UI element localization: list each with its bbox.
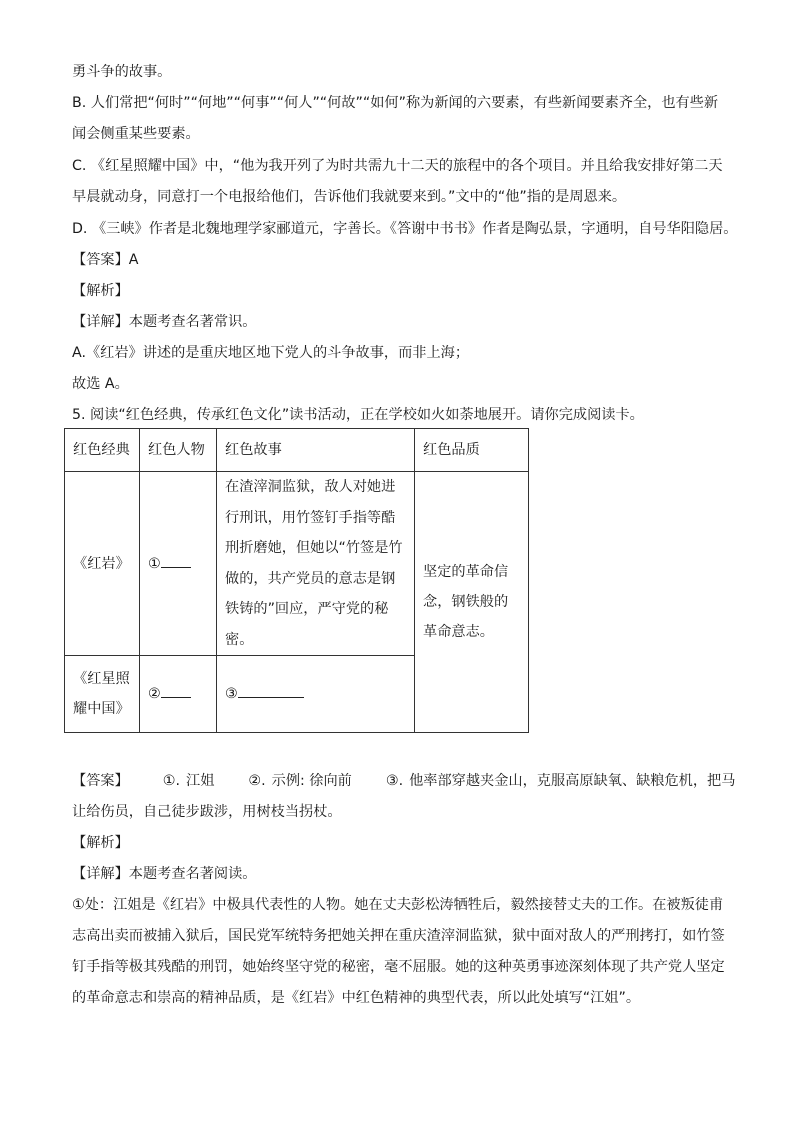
cell-story: 在渣滓洞监狱，敌人对她进行刑讯，用竹签钉手指等酷刑折磨她，但她以“竹签是竹做的，共产党员的意志是钢铁铸的”回应，严守党的秘密。: [217, 472, 415, 656]
header-quality: 红色品质: [415, 429, 529, 472]
table-row: [65, 472, 529, 656]
answer-number: ②.: [248, 773, 266, 789]
header-person: 红色人物: [140, 429, 217, 472]
header-story: 红色故事: [217, 429, 415, 472]
cell-person-blank[interactable]: [140, 656, 217, 733]
cell-story-blank[interactable]: [217, 656, 415, 733]
answer-number: ③.: [385, 773, 404, 789]
answer-text: 江姐: [186, 773, 215, 789]
blank-number: ②: [148, 686, 161, 702]
answer-text: 他率部穿越夹金山，克服高原缺氧、缺粮危机，把马: [409, 773, 736, 789]
answer-label: 【答案】: [72, 773, 129, 789]
fill-blank[interactable]: [161, 553, 191, 568]
answer-item: [386, 771, 736, 791]
cell-classic: 《红岩》: [65, 472, 140, 656]
option-b: B. 人们常把“何时”“何地”“何事”“何人”“何故”“如何”称为新闻的六要素，有些新闻要素齐全，也有些新闻会侧重某些要素。: [72, 95, 719, 142]
cell-classic: 《红星照耀中国》: [65, 656, 140, 733]
detail-text: 【详解】本题考查名著阅读。: [72, 866, 257, 882]
fill-blank[interactable]: [161, 683, 191, 698]
fill-blank[interactable]: [238, 683, 304, 698]
question-5: 5. 阅读“红色经典，传承红色文化”读书活动，正在学校如火如荼地展开。请你完成阅读卡。: [72, 407, 644, 423]
text-line: 勇斗争的故事。: [72, 64, 172, 80]
analysis-paragraph: ①处：江姐是《红岩》中极具代表性的人物。她在丈夫彭松涛牺牲后，毅然接替丈夫的工作。在被叛徒甫志高出卖而被捕入狱后，国民党军统特务把她关押在重庆渣滓洞监狱，狱中面对敌人的严刑拷打，如竹签钉手指等极其残酷的刑罚，她始终坚守党的秘密，毫不屈服。她的这种英勇事迹深刻体现了共产党人坚定的革命意志和崇高的精神品质，是《红岩》中红色精神的典型代表，所以此处填写“江姐”。: [72, 897, 725, 1006]
header-classic: 红色经典: [65, 429, 140, 472]
analysis-label: 【解析】: [72, 835, 129, 851]
choice-conclusion: 故选 A。: [72, 376, 129, 392]
blank-number: ①: [148, 555, 161, 572]
answer-item: [163, 771, 215, 791]
answer-continuation: 让给伤员，自己徒步跋涉，用树枝当拐杖。: [72, 804, 342, 820]
option-d: D. 《三峡》作者是北魏地理学家郦道元，字善长。《答谢中书书》作者是陶弘景，字通明，自号华阳隐居。: [72, 221, 738, 237]
document-body: [72, 62, 738, 1020]
answer-label: 【答案】A: [72, 252, 139, 268]
answer-line: [72, 771, 736, 791]
detail-text: 【详解】本题考查名著常识。: [72, 314, 257, 330]
answer-text: 示例: 徐向前: [271, 773, 352, 789]
blank-number: ③: [225, 686, 238, 702]
analysis-label: 【解析】: [72, 283, 129, 299]
detail-explanation: A.《红岩》讲述的是重庆地区地下党人的斗争故事，而非上海；: [72, 345, 470, 361]
answer-item: [248, 771, 351, 791]
reading-card-table: [64, 428, 529, 733]
table-header-row: [65, 429, 529, 472]
cell-quality: 坚定的革命信念，钢铁般的革命意志。: [415, 472, 529, 733]
answer-number: ①.: [162, 773, 180, 789]
option-c: C. 《红星照耀中国》中，“他为我开列了为时共需九十二天的旅程中的各个项目。并且给我安排好第二天早晨就动身，同意打一个电报给他们，告诉他们我就要来到。”文中的“他”指的是周恩来。: [72, 158, 723, 205]
cell-person-blank[interactable]: [140, 472, 217, 656]
